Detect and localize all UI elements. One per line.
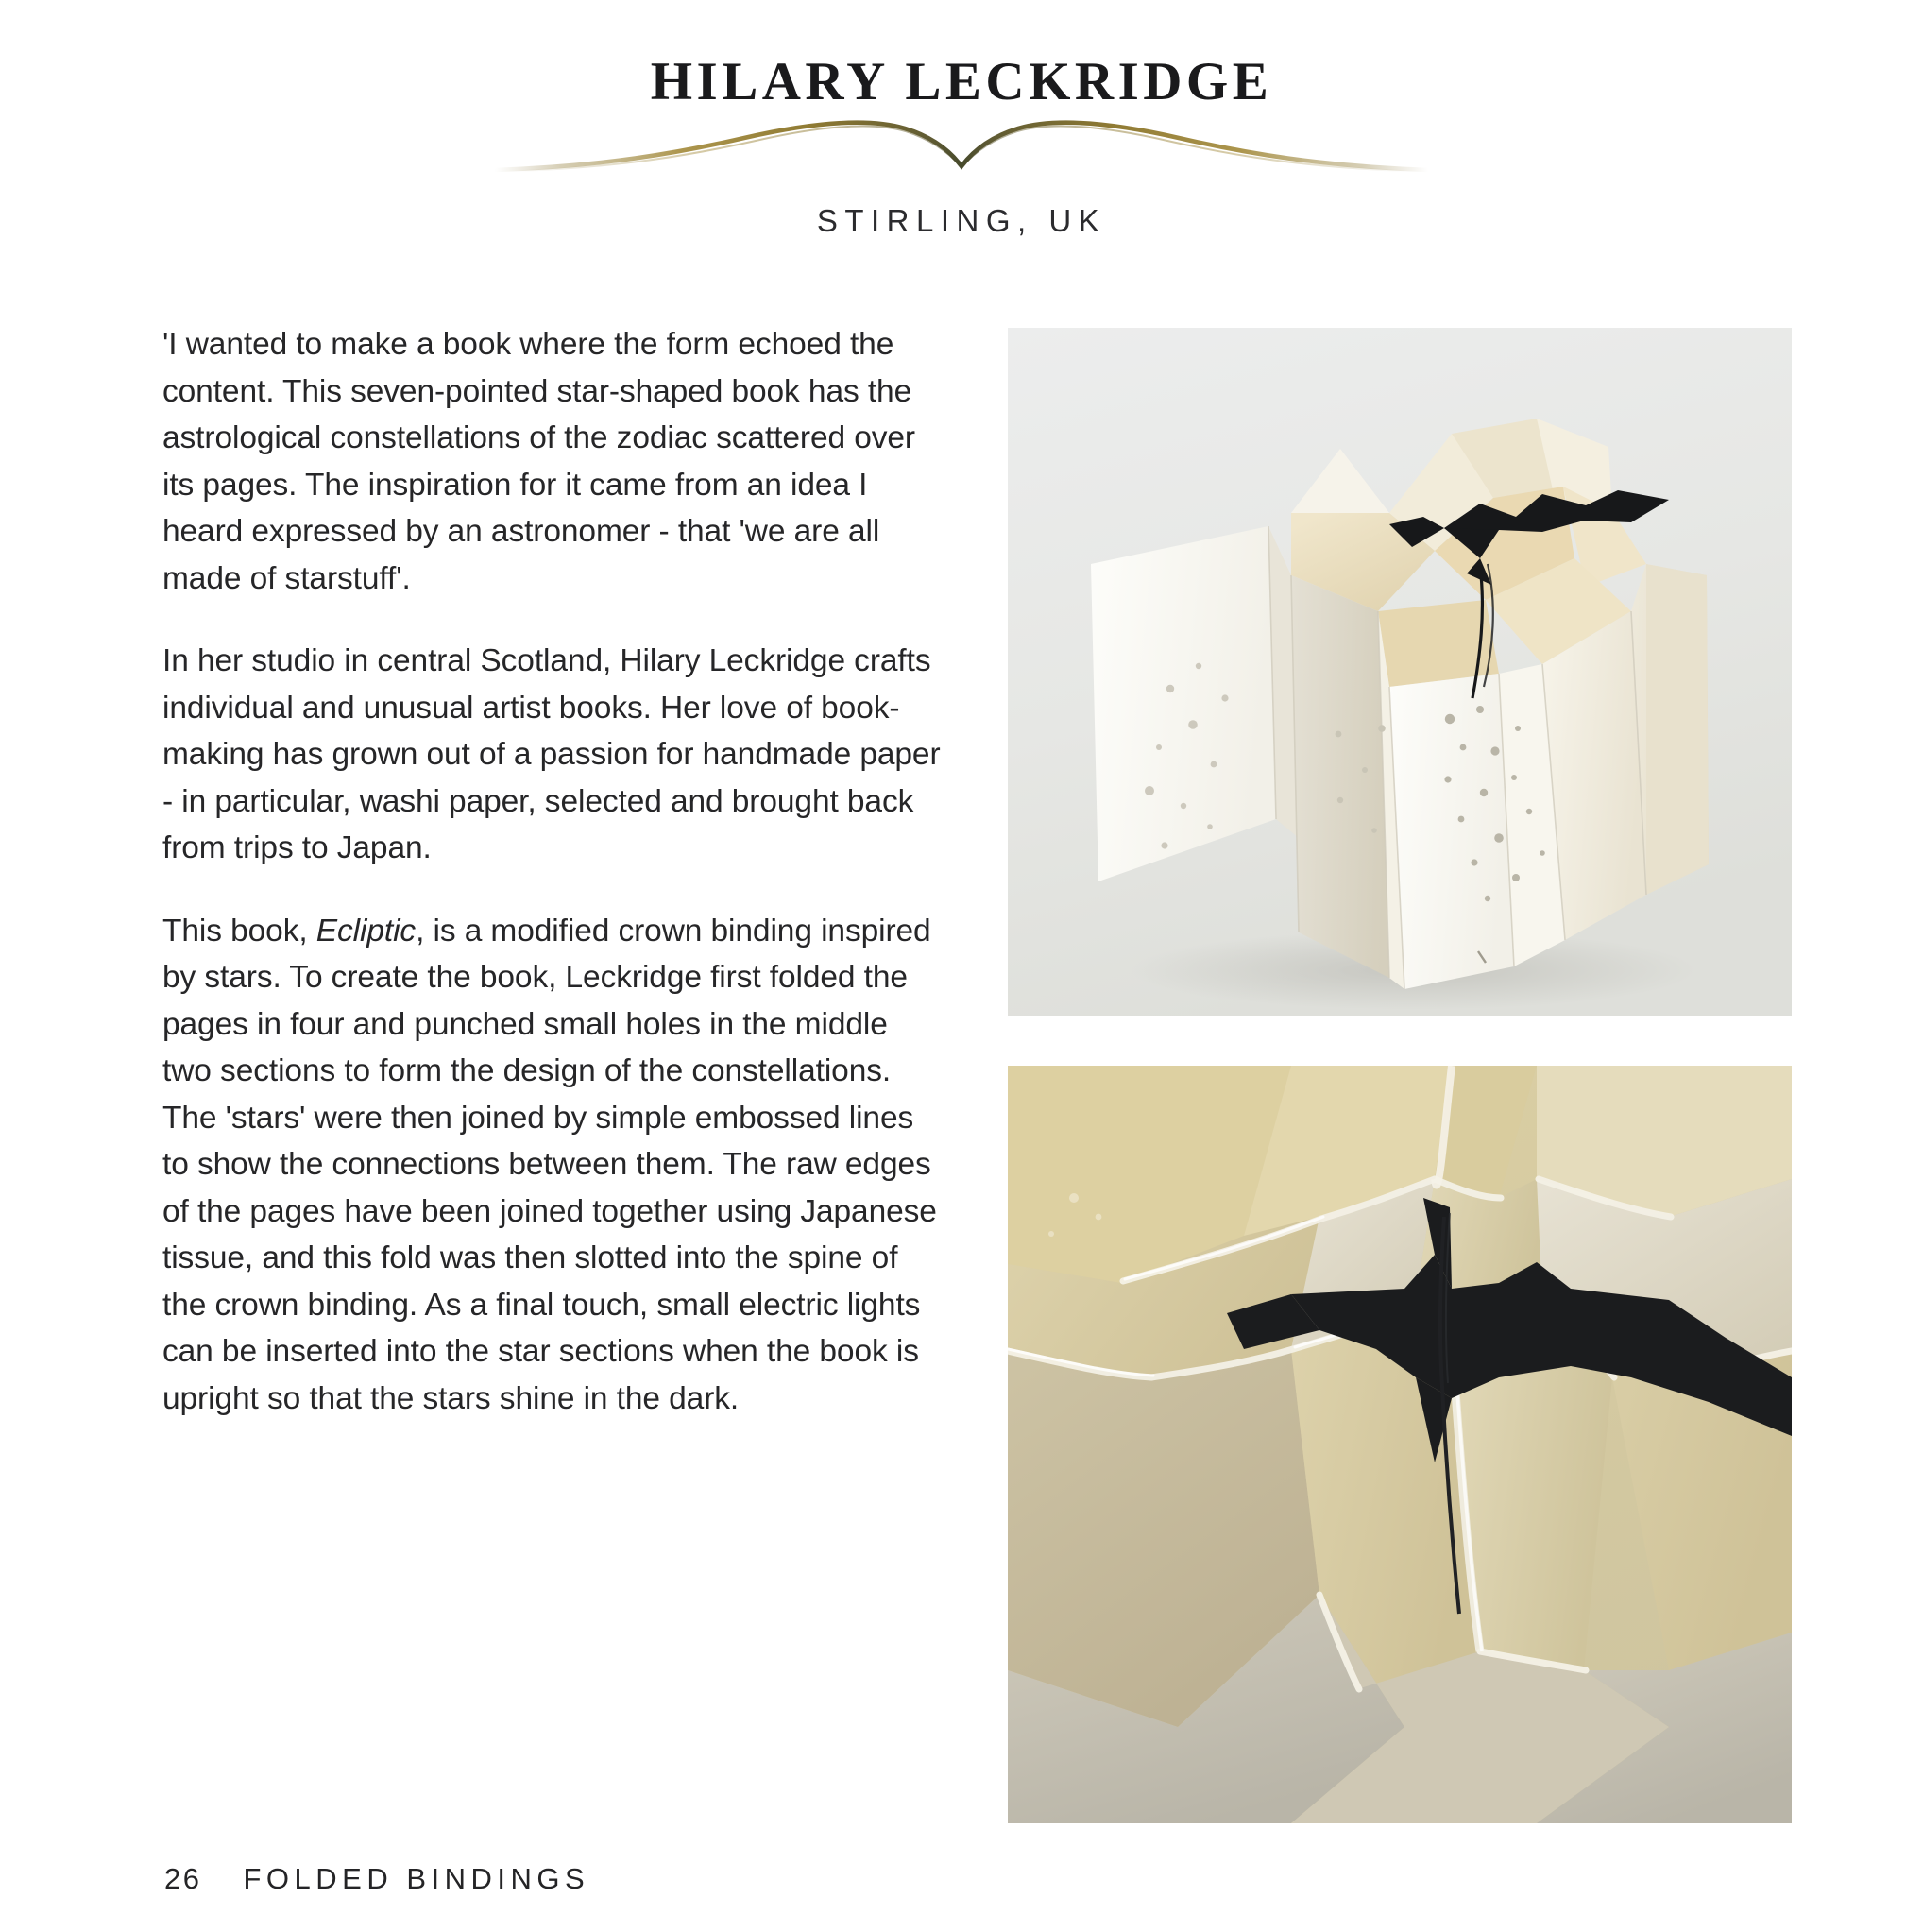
page-header xyxy=(0,0,1923,109)
paragraph-text: 'I wanted to make a book where the form echoed the content. This seven-pointed star-shaped book has the astrological constellations of the zodiac scattered over its pages. The inspiration for it came from an idea I heard expressed by an astronomer - that 'we are all made of starstuff'. xyxy=(162,327,915,596)
book-title-ecliptic: Ecliptic xyxy=(315,913,417,949)
artist-location: STIRLING, UK xyxy=(816,203,1107,238)
paragraph-text-lead: This book, xyxy=(162,913,316,949)
paragraph-technique xyxy=(162,908,944,1423)
page-number: 26 xyxy=(164,1862,202,1895)
paragraph-text-rest: , is a modified crown binding inspired by stars. To create the book, Leckridge first folded the pages in four and punched small holes in the middle two sections to form the design of the constellations. The 'stars' were then joined by simple embossed lines to show the connections between them. The raw edges of the pages have been joined together using Japanese tissue, and this fold was then slotted into the spine of the crown binding. As a final touch, small electric lights can be inserted into the star sections when the book is upright so that the stars shine in the dark. xyxy=(162,913,937,1416)
page-footer xyxy=(164,1862,589,1896)
article-body xyxy=(162,321,944,1422)
paragraph-text: In her studio in central Scotland, Hilary Leckridge crafts individual and unusual artist books. Her love of book-making has grown out of a passion for handmade paper - in particular, washi paper, selected and brought back from trips to Japan. xyxy=(162,643,941,865)
flourish-ornament-icon xyxy=(489,111,1434,178)
section-title: FOLDED BINDINGS xyxy=(243,1862,590,1895)
paragraph-studio xyxy=(162,638,944,872)
photo-star-book-upright xyxy=(1008,328,1792,1016)
paragraph-quote xyxy=(162,321,944,602)
photo-binding-detail xyxy=(1008,1066,1792,1823)
page-title: HILARY LECKRIDGE xyxy=(650,52,1273,111)
